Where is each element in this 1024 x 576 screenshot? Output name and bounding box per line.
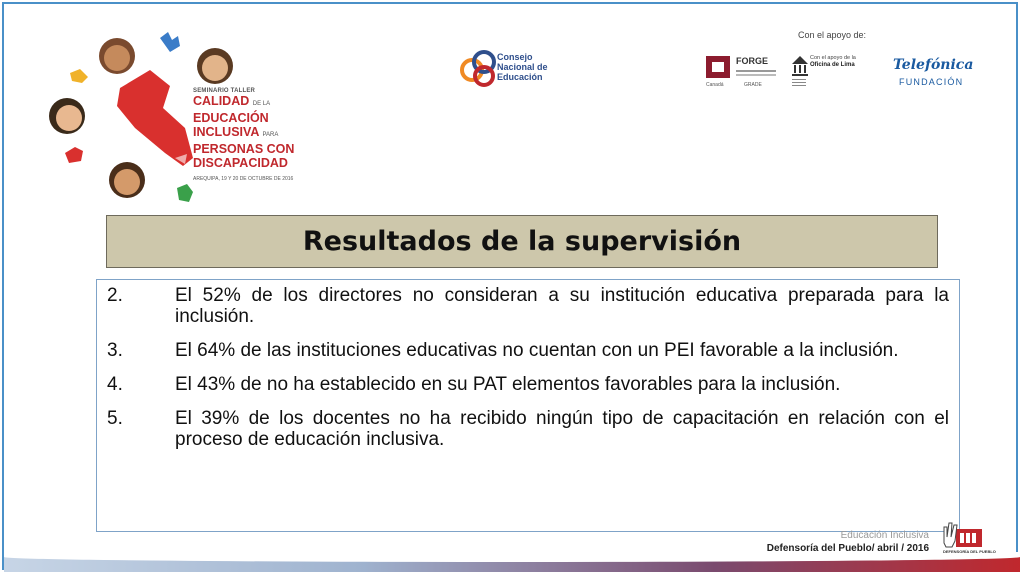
hand-red-icon <box>65 147 83 163</box>
footer-topic: Educación Inclusiva <box>840 530 929 541</box>
seminar-line-2: EDUCACIÓN <box>193 111 269 125</box>
title-bar <box>106 215 938 268</box>
support-label: Con el apoyo de: <box>798 30 867 40</box>
peru-map-shape <box>117 70 193 166</box>
list-item-number: 3. <box>107 340 123 361</box>
grade-label: GRADE <box>744 82 762 88</box>
unesco-line-1: Con el apoyo de la <box>810 55 856 61</box>
fundacion-label: FUNDACIÓN <box>899 77 964 87</box>
seminar-line-1-small: DE LA <box>252 101 271 107</box>
cne-text <box>497 52 548 82</box>
telefonica-logo-text: Telefónica <box>893 57 974 73</box>
cne-line-2: Nacional de <box>497 62 548 72</box>
list-item-text: El 64% de las instituciones educativas no cuentan con un PEI favorable a la inclusión. <box>175 340 899 361</box>
seminar-line-3-small: PARA <box>262 132 279 138</box>
list-item <box>107 408 949 450</box>
seminar-date: AREQUIPA, 19 Y 20 DE OCTUBRE DE 2016 <box>193 176 294 182</box>
list-item <box>107 285 949 327</box>
cne-line-1: Consejo <box>497 52 533 62</box>
footer-source: Defensoría del Pueblo/ abril / 2016 <box>766 543 929 554</box>
defensoria-logo-label: DEFENSORÍA DEL PUEBLO <box>943 549 996 554</box>
hand-blue-icon <box>160 32 180 52</box>
seminar-taller-label: SEMINARIO TALLER <box>193 88 256 94</box>
list-item <box>107 340 949 361</box>
unesco-text <box>810 55 856 69</box>
cne-line-3: Educación <box>497 72 543 82</box>
forge-label: FORGE <box>736 56 769 66</box>
seminar-line-1: CALIDAD <box>193 94 250 108</box>
list-item-text: El 43% de no ha establecido en su PAT elementos favorables para la inclusión. <box>175 374 841 395</box>
seminar-line-4: PERSONAS CON <box>193 142 295 156</box>
seminar-line-3: INCLUSIVA <box>193 125 259 139</box>
slide-title: Resultados de la supervisión <box>302 226 742 257</box>
canada-label: Canadá <box>706 82 724 88</box>
seminar-line-5: DISCAPACIDAD <box>193 156 288 170</box>
raised-hand-icon <box>944 523 957 547</box>
list-item-number: 2. <box>107 285 123 306</box>
list-item-number: 5. <box>107 408 123 429</box>
seminar-title-block <box>193 88 323 182</box>
list-item-number: 4. <box>107 374 123 395</box>
list-item <box>107 374 949 395</box>
results-list <box>96 279 960 532</box>
hand-yellow-icon <box>70 69 88 83</box>
hand-green-icon <box>177 184 193 202</box>
list-item-text: El 52% de los directores no consideran a su institución educativa preparada para la inclusión. <box>175 285 949 327</box>
list-item-text: El 39% de los docentes no ha recibido ningún tipo de capacitación en relación con el proceso de educación inclusiva. <box>175 408 949 450</box>
unesco-line-2: Oficina de Lima <box>810 62 855 68</box>
